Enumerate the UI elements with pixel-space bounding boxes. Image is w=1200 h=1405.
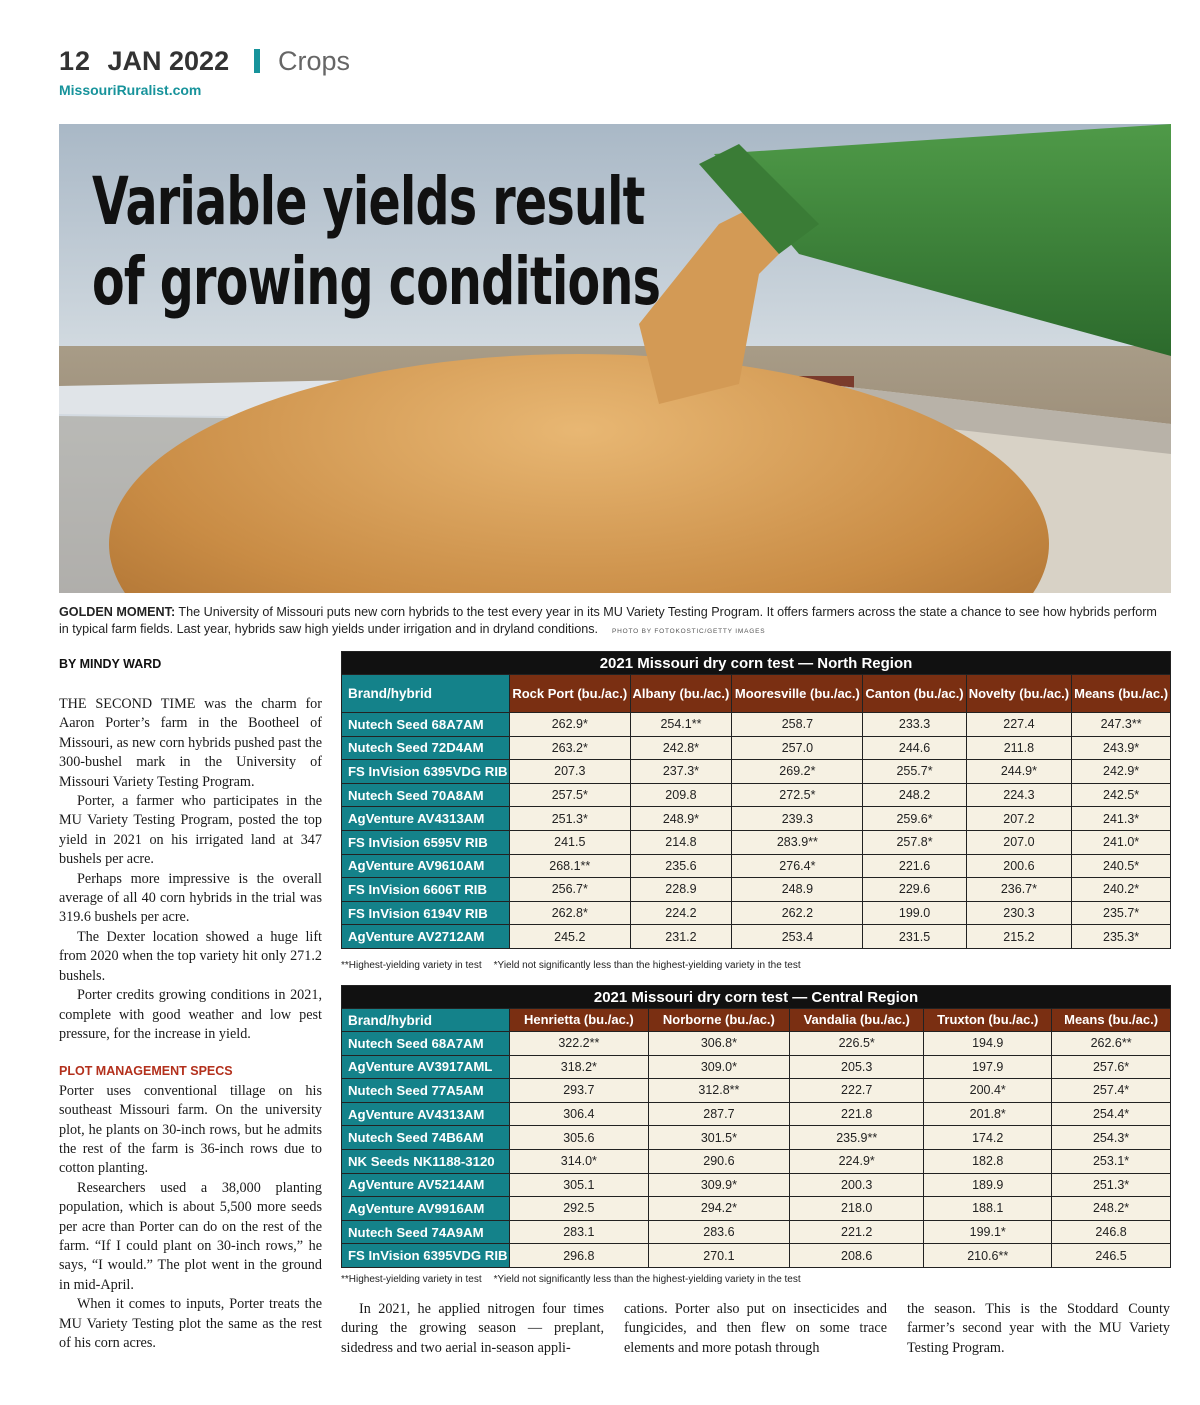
brand-header: Brand/hybrid: [342, 675, 510, 713]
yield-cell: 287.7: [648, 1102, 789, 1126]
yield-cell: 215.2: [966, 925, 1072, 949]
yield-cell: 262.2: [732, 901, 863, 925]
yield-cell: 306.4: [510, 1102, 649, 1126]
yield-cell: 241.0*: [1072, 830, 1171, 854]
yield-cell: 254.3*: [1052, 1126, 1171, 1150]
section-name: Crops: [278, 46, 351, 76]
hybrid-name: AgVenture AV9610AM: [342, 854, 510, 878]
header-divider: [254, 49, 260, 73]
column-header: Canton (bu./ac.): [863, 675, 966, 713]
paragraph: Researchers used a 38,000 planting population, which is about 5,500 more seeds per acre than Porter can do on the rest of the farm. “If I could plant on 30-inch rows,” he says, “I would.” The plot went in the ground in mid-April.: [59, 1179, 322, 1293]
hybrid-name: FS InVision 6395VDG RIB: [342, 1244, 510, 1268]
column-header: Novelty (bu./ac.): [966, 675, 1072, 713]
yield-cell: 255.7*: [863, 760, 966, 784]
column-header: Albany (bu./ac.): [630, 675, 732, 713]
hybrid-name: FS InVision 6194V RIB: [342, 901, 510, 925]
note-highest: **Highest-yielding variety in test: [341, 960, 482, 971]
column-header: Mooresville (bu./ac.): [732, 675, 863, 713]
table-row: [342, 1079, 1171, 1103]
note-not-less: *Yield not significantly less than the highest-yielding variety in the test: [493, 1274, 801, 1285]
paragraph: Porter uses conventional tillage on his southeast Missouri farm. On the university plot, he plants on 30-inch rows, but he admits the rest of the farm is 36-inch rows due to cotton planting.: [59, 1082, 322, 1177]
column-header: Vandalia (bu./ac.): [790, 1009, 924, 1032]
yield-cell: 241.3*: [1072, 807, 1171, 831]
yield-cell: 227.4: [966, 713, 1072, 737]
yield-cell: 207.0: [966, 830, 1072, 854]
table-row: [342, 1126, 1171, 1150]
subhead: PLOT MANAGEMENT SPECS: [59, 1064, 233, 1079]
yield-cell: 199.1*: [924, 1220, 1052, 1244]
article-column-4: [907, 1300, 1170, 1358]
hybrid-name: Nutech Seed 70A8AM: [342, 783, 510, 807]
yield-cell: 237.3*: [630, 760, 732, 784]
table-row: [342, 713, 1171, 737]
yield-cell: 235.3*: [1072, 925, 1171, 949]
central-table-notes: [341, 1274, 813, 1285]
yield-cell: 188.1: [924, 1197, 1052, 1221]
page-header: [59, 46, 350, 77]
yield-cell: 283.9**: [732, 830, 863, 854]
yield-cell: 200.3: [790, 1173, 924, 1197]
yield-cell: 293.7: [510, 1079, 649, 1103]
headline-line-2: of growing conditions: [92, 243, 661, 320]
yield-cell: 235.7*: [1072, 901, 1171, 925]
yield-cell: 257.4*: [1052, 1079, 1171, 1103]
yield-cell: 199.0: [863, 901, 966, 925]
hybrid-name: Nutech Seed 77A5AM: [342, 1079, 510, 1103]
table-row: [342, 878, 1171, 902]
table-row: [342, 901, 1171, 925]
table-row: [342, 1102, 1171, 1126]
note-highest: **Highest-yielding variety in test: [341, 1274, 482, 1285]
yield-cell: 257.5*: [510, 783, 631, 807]
table-row: [342, 1055, 1171, 1079]
brand-header: Brand/hybrid: [342, 1009, 510, 1032]
yield-cell: 292.5: [510, 1197, 649, 1221]
yield-cell: 248.2: [863, 783, 966, 807]
yield-cell: 256.7*: [510, 878, 631, 902]
yield-cell: 241.5: [510, 830, 631, 854]
yield-cell: 224.3: [966, 783, 1072, 807]
yield-cell: 245.2: [510, 925, 631, 949]
yield-cell: 248.9: [732, 878, 863, 902]
yield-cell: 259.6*: [863, 807, 966, 831]
yield-cell: 243.9*: [1072, 736, 1171, 760]
yield-cell: 248.9*: [630, 807, 732, 831]
yield-cell: 242.8*: [630, 736, 732, 760]
yield-cell: 201.8*: [924, 1102, 1052, 1126]
yield-cell: 228.9: [630, 878, 732, 902]
column-header: Means (bu./ac.): [1052, 1009, 1171, 1032]
table-row: [342, 1173, 1171, 1197]
yield-cell: 270.1: [648, 1244, 789, 1268]
yield-cell: 218.0: [790, 1197, 924, 1221]
yield-cell: 290.6: [648, 1149, 789, 1173]
article-column-3: [624, 1300, 887, 1358]
headline-line-1: Variable yields result: [92, 163, 645, 240]
headline: [92, 162, 660, 322]
yield-cell: 294.2*: [648, 1197, 789, 1221]
yield-cell: 309.0*: [648, 1055, 789, 1079]
yield-cell: 194.9: [924, 1032, 1052, 1056]
yield-cell: 272.5*: [732, 783, 863, 807]
yield-cell: 214.8: [630, 830, 732, 854]
yield-cell: 205.3: [790, 1055, 924, 1079]
hybrid-name: AgVenture AV5214AM: [342, 1173, 510, 1197]
hybrid-name: FS InVision 6395VDG RIB: [342, 760, 510, 784]
yield-cell: 240.2*: [1072, 878, 1171, 902]
north-region-table: [341, 651, 1171, 949]
yield-cell: 182.8: [924, 1149, 1052, 1173]
yield-cell: 174.2: [924, 1126, 1052, 1150]
yield-cell: 221.8: [790, 1102, 924, 1126]
table-row: [342, 783, 1171, 807]
table-row: [342, 807, 1171, 831]
yield-cell: 296.8: [510, 1244, 649, 1268]
yield-cell: 236.7*: [966, 878, 1072, 902]
table-row: [342, 1244, 1171, 1268]
yield-cell: 283.1: [510, 1220, 649, 1244]
paragraph: THE SECOND TIME was the charm for Aaron Porter’s farm in the Bootheel of Missouri, as new corn hybrids pushed past the 300-bushel mark in the University of Missouri Variety Testing Program.: [59, 696, 322, 790]
north-table-notes: [341, 960, 813, 971]
table-row: [342, 1220, 1171, 1244]
yield-cell: 197.9: [924, 1055, 1052, 1079]
column-header: Henrietta (bu./ac.): [510, 1009, 649, 1032]
column-header: Truxton (bu./ac.): [924, 1009, 1052, 1032]
yield-cell: 309.9*: [648, 1173, 789, 1197]
yield-cell: 262.8*: [510, 901, 631, 925]
yield-cell: 207.3: [510, 760, 631, 784]
yield-cell: 221.2: [790, 1220, 924, 1244]
paragraph: In 2021, he applied nitrogen four times during the growing season — preplant, sidedress and two aerial in-season appli-: [341, 1301, 604, 1356]
column-header: Norborne (bu./ac.): [648, 1009, 789, 1032]
hybrid-name: AgVenture AV9916AM: [342, 1197, 510, 1221]
yield-cell: 240.5*: [1072, 854, 1171, 878]
table-row: [342, 1032, 1171, 1056]
hybrid-name: NK Seeds NK1188-3120: [342, 1149, 510, 1173]
yield-cell: 229.6: [863, 878, 966, 902]
yield-cell: 258.7: [732, 713, 863, 737]
paragraph: The Dexter location showed a huge lift from 2020 when the top variety hit only 271.2 bushels.: [59, 928, 322, 984]
hybrid-name: AgVenture AV2712AM: [342, 925, 510, 949]
paragraph: Porter, a farmer who participates in the MU Variety Testing Program, posted the top yield in 2021 on his irrigated land at 347 bushels per acre.: [59, 793, 322, 868]
article-column-1: [59, 695, 322, 1353]
yield-cell: 318.2*: [510, 1055, 649, 1079]
yield-cell: 257.0: [732, 736, 863, 760]
yield-cell: 244.6: [863, 736, 966, 760]
yield-cell: 233.3: [863, 713, 966, 737]
yield-cell: 253.1*: [1052, 1149, 1171, 1173]
yield-cell: 262.6**: [1052, 1032, 1171, 1056]
yield-cell: 254.1**: [630, 713, 732, 737]
hybrid-name: FS InVision 6595V RIB: [342, 830, 510, 854]
yield-cell: 207.2: [966, 807, 1072, 831]
yield-cell: 306.8*: [648, 1032, 789, 1056]
yield-cell: 221.6: [863, 854, 966, 878]
note-not-less: *Yield not significantly less than the highest-yielding variety in the test: [493, 960, 801, 971]
yield-cell: 189.9: [924, 1173, 1052, 1197]
hybrid-name: Nutech Seed 74A9AM: [342, 1220, 510, 1244]
table-row: [342, 854, 1171, 878]
yield-cell: 246.5: [1052, 1244, 1171, 1268]
hybrid-name: AgVenture AV3917AML: [342, 1055, 510, 1079]
column-header: Means (bu./ac.): [1072, 675, 1171, 713]
hybrid-name: FS InVision 6606T RIB: [342, 878, 510, 902]
yield-cell: 209.8: [630, 783, 732, 807]
hybrid-name: Nutech Seed 68A7AM: [342, 1032, 510, 1056]
table-row: [342, 736, 1171, 760]
yield-cell: 242.9*: [1072, 760, 1171, 784]
yield-cell: 254.4*: [1052, 1102, 1171, 1126]
paragraph: the season. This is the Stoddard County farmer’s second year with the MU Variety Testing Program.: [907, 1301, 1170, 1356]
yield-cell: 269.2*: [732, 760, 863, 784]
hybrid-name: AgVenture AV4313AM: [342, 1102, 510, 1126]
yield-cell: 263.2*: [510, 736, 631, 760]
issue-date: JAN 2022: [107, 46, 230, 76]
central-region-table: [341, 985, 1171, 1268]
yield-cell: 208.6: [790, 1244, 924, 1268]
yield-cell: 247.3**: [1072, 713, 1171, 737]
yield-cell: 224.9*: [790, 1149, 924, 1173]
yield-cell: 312.8**: [648, 1079, 789, 1103]
paragraph: When it comes to inputs, Porter treats the MU Variety Testing plot the same as the rest of his corn acres.: [59, 1296, 322, 1351]
yield-cell: 231.5: [863, 925, 966, 949]
table-row: [342, 925, 1171, 949]
yield-cell: 301.5*: [648, 1126, 789, 1150]
yield-cell: 246.8: [1052, 1220, 1171, 1244]
yield-cell: 322.2**: [510, 1032, 649, 1056]
yield-cell: 210.6**: [924, 1244, 1052, 1268]
hybrid-name: Nutech Seed 68A7AM: [342, 713, 510, 737]
yield-cell: 242.5*: [1072, 783, 1171, 807]
yield-cell: 226.5*: [790, 1032, 924, 1056]
column-header: Rock Port (bu./ac.): [510, 675, 631, 713]
yield-cell: 211.8: [966, 736, 1072, 760]
paragraph: Porter credits growing conditions in 2021, complete with good weather and low pest pressure, for the increase in yield.: [59, 987, 322, 1042]
yield-cell: 283.6: [648, 1220, 789, 1244]
yield-cell: 231.2: [630, 925, 732, 949]
table-row: [342, 760, 1171, 784]
site-link[interactable]: MissouriRuralist.com: [59, 82, 202, 98]
paragraph: Perhaps more impressive is the overall average of all 40 corn hybrids in the trial was 319.6 bushels per acre.: [59, 870, 322, 926]
yield-cell: 200.4*: [924, 1079, 1052, 1103]
caption-text: The University of Missouri puts new corn hybrids to the test every year in its MU Variety Testing Program. It offers farmers across the state a chance to see how hybrids perform in typical farm fields. Last year, hybrids saw high yields under irrigation and in dryland conditions.: [59, 605, 1157, 636]
yield-cell: 200.6: [966, 854, 1072, 878]
byline: BY MINDY WARD: [59, 657, 162, 671]
hybrid-name: Nutech Seed 72D4AM: [342, 736, 510, 760]
photo-caption: [59, 604, 1169, 640]
yield-cell: 305.1: [510, 1173, 649, 1197]
yield-cell: 230.3: [966, 901, 1072, 925]
caption-lead: GOLDEN MOMENT:: [59, 605, 176, 619]
table-row: [342, 830, 1171, 854]
paragraph: cations. Porter also put on insecticides and fungicides, and then flew on some trace elements and more potash through: [624, 1301, 887, 1356]
yield-cell: 276.4*: [732, 854, 863, 878]
yield-cell: 248.2*: [1052, 1197, 1171, 1221]
yield-cell: 253.4: [732, 925, 863, 949]
table-row: [342, 1149, 1171, 1173]
yield-cell: 262.9*: [510, 713, 631, 737]
page-number: 12: [59, 46, 92, 76]
yield-cell: 251.3*: [1052, 1173, 1171, 1197]
yield-cell: 314.0*: [510, 1149, 649, 1173]
table-row: [342, 1197, 1171, 1221]
photo-credit: PHOTO BY FOTOKOSTIC/GETTY IMAGES: [612, 628, 766, 635]
yield-cell: 222.7: [790, 1079, 924, 1103]
yield-cell: 257.8*: [863, 830, 966, 854]
yield-cell: 251.3*: [510, 807, 631, 831]
hybrid-name: Nutech Seed 74B6AM: [342, 1126, 510, 1150]
yield-cell: 268.1**: [510, 854, 631, 878]
table-title: 2021 Missouri dry corn test — North Region: [342, 652, 1171, 675]
yield-cell: 224.2: [630, 901, 732, 925]
yield-cell: 257.6*: [1052, 1055, 1171, 1079]
yield-cell: 235.6: [630, 854, 732, 878]
yield-cell: 244.9*: [966, 760, 1072, 784]
table-title: 2021 Missouri dry corn test — Central Region: [342, 986, 1171, 1009]
article-column-2: [341, 1300, 604, 1358]
yield-cell: 239.3: [732, 807, 863, 831]
hybrid-name: AgVenture AV4313AM: [342, 807, 510, 831]
yield-cell: 235.9**: [790, 1126, 924, 1150]
yield-cell: 305.6: [510, 1126, 649, 1150]
